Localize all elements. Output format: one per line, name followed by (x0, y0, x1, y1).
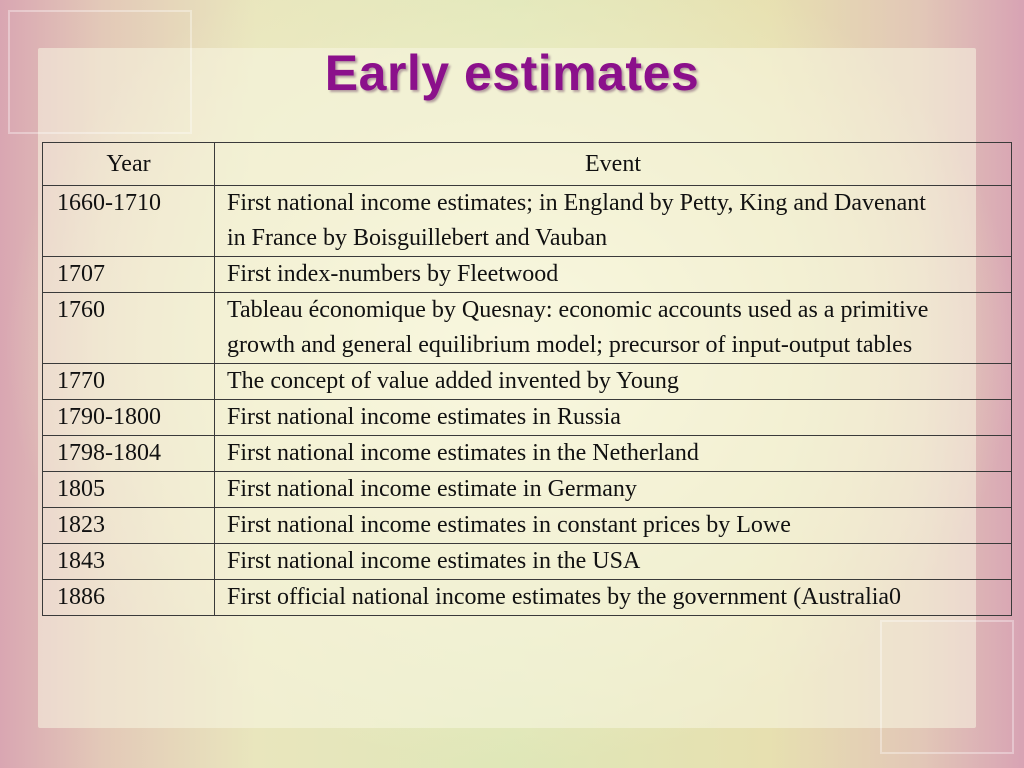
event-text: First national income estimate in Germany (227, 476, 637, 502)
year-cell: 1843 (43, 544, 215, 580)
year-cell: 1790-1800 (43, 400, 215, 436)
event-text: First national income estimates; in England by Petty, King and Davenant (227, 190, 926, 216)
year-cell: 1805 (43, 472, 215, 508)
table-row (43, 580, 1012, 616)
event-cell (215, 186, 1012, 257)
event-text: First national income estimates in constant prices by Lowe (227, 512, 791, 538)
event-text: Tableau économique by Quesnay: economic accounts used as a primitive growth and general equilibrium model; precursor of input-output tables (227, 297, 929, 358)
slide-title: Early estimates (324, 45, 700, 101)
event-text: First national income estimates in Russia (227, 404, 621, 430)
table-row (43, 186, 1012, 257)
event-text: First official national income estimates by the government (Australia0 (227, 584, 902, 610)
year-cell: 1823 (43, 508, 215, 544)
event-cell (215, 400, 1012, 436)
background-decoration (880, 620, 1014, 754)
year-cell: 1660-1710 (43, 186, 215, 257)
event-cell (215, 293, 1012, 364)
event-cell (215, 508, 1012, 544)
header-year: Year (43, 143, 215, 186)
year-cell: 1770 (43, 364, 215, 400)
table-row (43, 400, 1012, 436)
year-cell: 1798-1804 (43, 436, 215, 472)
table-row (43, 257, 1012, 293)
table-row (43, 472, 1012, 508)
event-text: The concept of value added invented by Young (227, 368, 679, 394)
event-cell (215, 364, 1012, 400)
table-row (43, 436, 1012, 472)
event-cell (215, 580, 1012, 616)
table-row (43, 293, 1012, 364)
table-row (43, 508, 1012, 544)
year-cell: 1707 (43, 257, 215, 293)
events-table (42, 142, 1012, 616)
event-cell (215, 436, 1012, 472)
event-text: First index-numbers by Fleetwood (227, 261, 559, 287)
event-cell (215, 472, 1012, 508)
table-row (43, 544, 1012, 580)
table-row (43, 364, 1012, 400)
event-text: in France by Boisguillebert and Vauban (227, 225, 608, 251)
event-text: First national income estimates in the Netherland (227, 440, 699, 466)
table-header-row (43, 143, 1012, 186)
event-cell (215, 544, 1012, 580)
header-event: Event (215, 143, 1012, 186)
event-text: First national income estimates in the USA (227, 548, 641, 574)
year-cell: 1760 (43, 293, 215, 364)
event-cell (215, 257, 1012, 293)
year-cell: 1886 (43, 580, 215, 616)
